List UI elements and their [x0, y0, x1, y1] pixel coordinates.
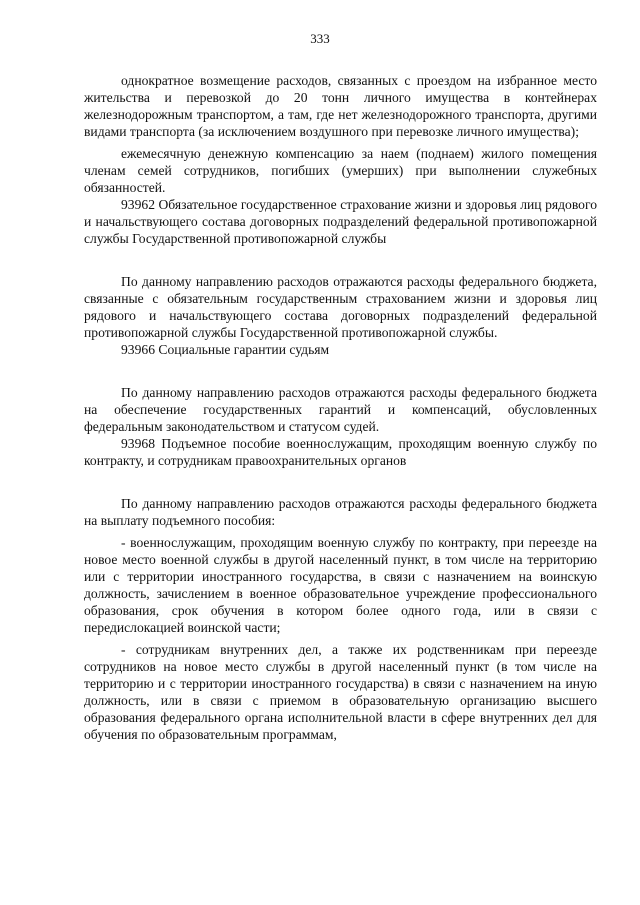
- paragraph-93962-description: По данному направлению расходов отражаются расходы федерального бюджета, связанные с обязательным государственным страхованием жизни и здоровья лиц рядового и начальствующего состава договорных подразделений федеральной противопожарной службы Государственной противопожарной службы.: [84, 274, 597, 340]
- paragraph-housing-compensation: ежемесячную денежную компенсацию за наем (поднаем) жилого помещения членам семей сотрудников, погибших (умерших) при выполнении служебных обязанностей.: [84, 146, 597, 195]
- section-heading-93966: 93966 Социальные гарантии судьям: [121, 342, 330, 357]
- paragraph-93966-description: По данному направлению расходов отражаются расходы федерального бюджета на обеспечение государственных гарантий и компенсаций, обусловленных федеральным законодательством и статусом судей.: [84, 385, 597, 434]
- list-item-military-personnel: - военнослужащим, проходящим военную службу по контракту, при переезде на новое место военной службы в другой населенный пункт, в том числе на территорию или с территории иностранного государства, в связи с назначением на воинскую должность, зачислением в военное образовательное учреждение профессионального образования, срок обучения в котором более одного года, или в связи с передислокацией воинской части;: [84, 535, 597, 635]
- list-item-internal-affairs-staff: - сотрудникам внутренних дел, а также их родственникам при переезде сотрудников на новое место службы в другой населенный пункт (в том числе на территорию и с территории иностранного государства) в связи с назначением на иную должность, или в связи с приемом в образовательную организацию высшего образования федерального органа исполнительной власти в сфере внутренних дел для обучения по образовательным программам,: [84, 642, 597, 742]
- page-number: 333: [310, 31, 330, 46]
- paragraph-relocation-compensation: однократное возмещение расходов, связанных с проездом на избранное место жительства и перевозкой до 20 тонн личного имущества в контейнерах железнодорожным транспортом, а там, где нет железнодорожного транспорта, другими видами транспорта (за исключением воздушного при перевозке личного имущества);: [84, 73, 597, 139]
- document-body: [84, 72, 597, 743]
- section-heading-93968: 93968 Подъемное пособие военнослужащим, проходящим военную службу по контракту, и сотрудникам правоохранительных органов: [84, 436, 597, 468]
- paragraph-93968-description: По данному направлению расходов отражаются расходы федерального бюджета на выплату подъемного пособия:: [84, 496, 597, 528]
- section-heading-93962: 93962 Обязательное государственное страхование жизни и здоровья лиц рядового и начальствующего состава договорных подразделений федеральной противопожарной службы Государственной противопожарной службы: [84, 197, 597, 246]
